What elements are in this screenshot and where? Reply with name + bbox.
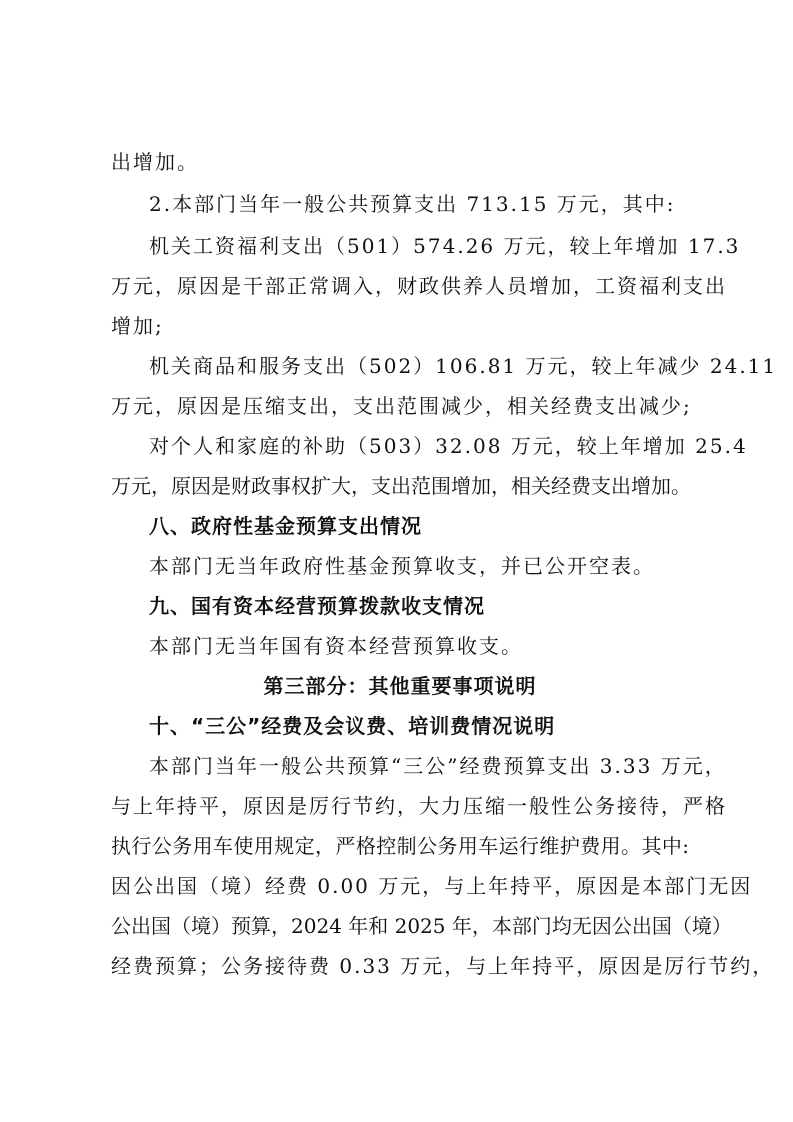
paragraph-line: 公出国（境）预算，2024 年和 2025 年，本部门均无因公出国（境） bbox=[111, 914, 732, 938]
paragraph-line: 增加; bbox=[111, 314, 164, 338]
paragraph-line: 万元，原因是压缩支出，支出范围减少，相关经费支出减少; bbox=[111, 394, 692, 418]
paragraph-line: 机关工资福利支出（501）574.26 万元，较上年增加 17.3 bbox=[149, 234, 741, 258]
paragraph-line: 经费预算；公务接待费 0.33 万元，与上年持平，原因是厉行节约， bbox=[111, 954, 775, 978]
paragraph-line: 对个人和家庭的补助（503）32.08 万元，较上年增加 25.4 bbox=[149, 434, 748, 458]
part-heading: 第三部分：其他重要事项说明 bbox=[263, 674, 537, 698]
paragraph-line: 本部门无当年政府性基金预算收支，并已公开空表。 bbox=[149, 554, 655, 578]
paragraph-line: 执行公务用车使用规定，严格控制公务用车运行维护费用。其中: bbox=[111, 834, 689, 858]
section-heading: 十、“三公”经费及会议费、培训费情况说明 bbox=[149, 714, 556, 738]
paragraph-line: 与上年持平，原因是厉行节约，大力压缩一般性公务接待，严格 bbox=[111, 794, 727, 818]
paragraph-line: 因公出国（境）经费 0.00 万元，与上年持平，原因是本部门无因 bbox=[111, 874, 753, 898]
section-heading: 八、政府性基金预算支出情况 bbox=[149, 514, 422, 538]
paragraph-line: 万元，原因是干部正常调入，财政供养人员增加，工资福利支出 bbox=[111, 274, 727, 298]
paragraph-line: 万元，原因是财政事权扩大，支出范围增加，相关经费支出增加。 bbox=[111, 474, 691, 498]
paragraph-line: 本部门无当年国有资本经营预算收支。 bbox=[149, 634, 523, 658]
paragraph-line: 机关商品和服务支出（502）106.81 万元，较上年减少 24.11 bbox=[149, 354, 778, 378]
paragraph-line: 出增加。 bbox=[111, 150, 199, 174]
paragraph-line: 2.本部门当年一般公共预算支出 713.15 万元，其中: bbox=[149, 192, 676, 216]
paragraph-line: 本部门当年一般公共预算“三公”经费预算支出 3.33 万元， bbox=[149, 754, 727, 778]
section-heading: 九、国有资本经营预算拨款收支情况 bbox=[149, 594, 485, 618]
